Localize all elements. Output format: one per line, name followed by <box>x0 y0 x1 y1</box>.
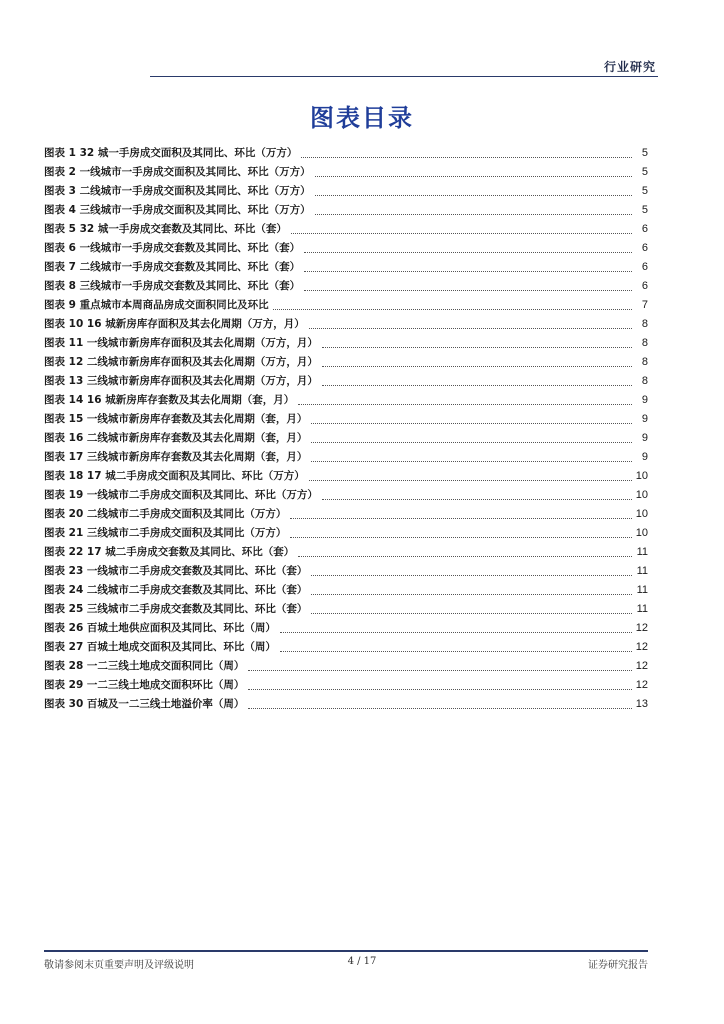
toc-entry-leader <box>304 251 632 253</box>
toc-entry-label: 图表 19 一线城市二手房成交面积及其同比、环比（万方） <box>44 489 318 501</box>
toc-entry-page-number: 10 <box>635 470 648 482</box>
toc-entry-label: 图表 20 二线城市二手房成交面积及其同比（万方） <box>44 508 287 520</box>
toc-entry[interactable] <box>44 524 648 543</box>
toc-entry-leader <box>248 669 631 671</box>
toc-entry-page-number: 12 <box>635 679 648 691</box>
toc-entry-leader <box>315 194 632 196</box>
toc-entry-leader <box>304 270 632 272</box>
toc-entry-label: 图表 23 一线城市二手房成交套数及其同比、环比（套） <box>44 565 308 577</box>
toc-entry-page-number: 8 <box>641 318 648 330</box>
toc-entry-leader <box>322 384 632 386</box>
toc-entry[interactable] <box>44 486 648 505</box>
toc-entry-page-number: 12 <box>635 641 648 653</box>
toc-entry-page-number: 6 <box>641 280 648 292</box>
toc-entry-page-number: 6 <box>641 242 648 254</box>
toc-entry-label: 图表 26 百城土地供应面积及其同比、环比（周） <box>44 622 276 634</box>
toc-entry[interactable] <box>44 163 648 182</box>
toc-entry[interactable] <box>44 239 648 258</box>
toc-entry-label: 图表 15 一线城市新房库存套数及其去化周期（套，月） <box>44 413 308 425</box>
toc-entry-label: 图表 8 三线城市一手房成交套数及其同比、环比（套） <box>44 280 301 292</box>
footer-divider <box>44 950 648 952</box>
toc-entry[interactable] <box>44 334 648 353</box>
toc-entry-page-number: 5 <box>641 204 648 216</box>
toc-entry-label: 图表 3 二线城市一手房成交面积及其同比、环比（万方） <box>44 185 311 197</box>
toc-entry[interactable] <box>44 429 648 448</box>
toc-entry[interactable] <box>44 600 648 619</box>
toc-entry-label: 图表 12 二线城市新房库存面积及其去化周期（万方，月） <box>44 356 318 368</box>
toc-entry[interactable] <box>44 562 648 581</box>
toc-entry-page-number: 8 <box>641 375 648 387</box>
toc-entry-leader <box>311 593 632 595</box>
toc-entry-label: 图表 27 百城土地成交面积及其同比、环比（周） <box>44 641 276 653</box>
toc-entry-label: 图表 5 32 城一手房成交套数及其同比、环比（套） <box>44 223 287 235</box>
toc-entry-page-number: 5 <box>641 147 648 159</box>
toc-entry[interactable] <box>44 182 648 201</box>
toc-entry[interactable] <box>44 144 648 163</box>
toc-entry-page-number: 8 <box>641 337 648 349</box>
toc-entry-label: 图表 22 17 城二手房成交套数及其同比、环比（套） <box>44 546 295 558</box>
toc-entry[interactable] <box>44 296 648 315</box>
toc-entry-page-number: 11 <box>636 584 648 596</box>
toc-entry-label: 图表 2 一线城市一手房成交面积及其同比、环比（万方） <box>44 166 311 178</box>
toc-list <box>44 144 648 714</box>
toc-entry[interactable] <box>44 695 648 714</box>
toc-entry-page-number: 9 <box>641 394 648 406</box>
toc-entry-page-number: 13 <box>635 698 648 710</box>
header-divider <box>150 76 658 77</box>
toc-entry-label: 图表 6 一线城市一手房成交套数及其同比、环比（套） <box>44 242 301 254</box>
toc-entry-page-number: 10 <box>635 508 648 520</box>
footer-doc-type: 证券研究报告 <box>588 960 648 971</box>
toc-title: 图表目录 <box>310 104 414 132</box>
toc-entry-leader <box>322 365 632 367</box>
toc-entry-leader <box>315 213 632 215</box>
toc-entry-leader <box>290 517 631 519</box>
toc-entry[interactable] <box>44 543 648 562</box>
toc-entry-label: 图表 28 一二三线土地成交面积同比（周） <box>44 660 245 672</box>
toc-entry-page-number: 5 <box>641 166 648 178</box>
toc-entry-leader <box>311 612 632 614</box>
toc-entry-label: 图表 11 一线城市新房库存面积及其去化周期（万方，月） <box>44 337 318 349</box>
toc-entry[interactable] <box>44 201 648 220</box>
toc-entry-page-number: 9 <box>641 413 648 425</box>
toc-entry-leader <box>309 479 632 481</box>
toc-entry-leader <box>301 156 632 158</box>
toc-entry-page-number: 6 <box>641 261 648 273</box>
toc-entry-page-number: 10 <box>635 527 648 539</box>
toc-entry-leader <box>290 536 631 538</box>
toc-entry-leader <box>248 707 631 709</box>
header-section-label: 行业研究 <box>603 60 656 74</box>
toc-entry-label: 图表 9 重点城市本周商品房成交面积同比及环比 <box>44 299 269 311</box>
toc-entry[interactable] <box>44 410 648 429</box>
toc-entry-label: 图表 25 三线城市二手房成交套数及其同比、环比（套） <box>44 603 308 615</box>
toc-entry-label: 图表 7 二线城市一手房成交套数及其同比、环比（套） <box>44 261 301 273</box>
toc-entry[interactable] <box>44 353 648 372</box>
toc-entry-leader <box>322 346 632 348</box>
toc-entry-leader <box>311 574 632 576</box>
toc-entry[interactable] <box>44 467 648 486</box>
toc-entry-leader <box>311 460 632 462</box>
toc-entry-leader <box>315 175 632 177</box>
toc-entry-leader <box>309 327 632 329</box>
toc-entry-label: 图表 21 三线城市二手房成交面积及其同比（万方） <box>44 527 287 539</box>
toc-entry[interactable] <box>44 657 648 676</box>
toc-entry[interactable] <box>44 372 648 391</box>
toc-entry[interactable] <box>44 391 648 410</box>
toc-entry[interactable] <box>44 581 648 600</box>
toc-entry-label: 图表 14 16 城新房库存套数及其去化周期（套，月） <box>44 394 295 406</box>
toc-entry[interactable] <box>44 220 648 239</box>
toc-entry-label: 图表 10 16 城新房库存面积及其去化周期（万方，月） <box>44 318 305 330</box>
toc-entry-label: 图表 13 三线城市新房库存面积及其去化周期（万方，月） <box>44 375 318 387</box>
toc-entry-page-number: 8 <box>641 356 648 368</box>
toc-entry-leader <box>311 422 632 424</box>
toc-entry-page-number: 7 <box>641 299 648 311</box>
toc-entry-page-number: 6 <box>641 223 648 235</box>
toc-entry-leader <box>280 650 632 652</box>
toc-entry-page-number: 9 <box>641 432 648 444</box>
toc-entry-leader <box>304 289 632 291</box>
toc-entry-leader <box>322 498 632 500</box>
toc-entry[interactable] <box>44 258 648 277</box>
toc-entry-label: 图表 18 17 城二手房成交面积及其同比、环比（万方） <box>44 470 305 482</box>
toc-entry-label: 图表 17 三线城市新房库存套数及其去化周期（套，月） <box>44 451 308 463</box>
toc-entry-page-number: 9 <box>641 451 648 463</box>
toc-entry-label: 图表 4 三线城市一手房成交面积及其同比、环比（万方） <box>44 204 311 216</box>
toc-entry-page-number: 11 <box>636 565 648 577</box>
toc-entry-leader <box>273 308 632 310</box>
toc-entry-leader <box>248 688 631 690</box>
toc-entry-page-number: 11 <box>636 546 648 558</box>
toc-entry[interactable] <box>44 638 648 657</box>
toc-entry-page-number: 10 <box>635 489 648 501</box>
toc-entry[interactable] <box>44 619 648 638</box>
toc-entry-label: 图表 1 32 城一手房成交面积及其同比、环比（万方） <box>44 147 298 159</box>
toc-entry-label: 图表 30 百城及一二三线土地溢价率（周） <box>44 698 245 710</box>
footer-disclaimer: 敬请参阅末页重要声明及评级说明 <box>44 960 194 971</box>
toc-entry[interactable] <box>44 448 648 467</box>
toc-entry[interactable] <box>44 315 648 334</box>
toc-entry-label: 图表 16 二线城市新房库存套数及其去化周期（套，月） <box>44 432 308 444</box>
toc-entry-page-number: 11 <box>636 603 648 615</box>
toc-entry[interactable] <box>44 676 648 695</box>
toc-entry-page-number: 5 <box>641 185 648 197</box>
toc-entry-label: 图表 29 一二三线土地成交面积环比（周） <box>44 679 245 691</box>
toc-entry-page-number: 12 <box>635 622 648 634</box>
toc-entry-leader <box>298 403 632 405</box>
toc-entry-page-number: 12 <box>635 660 648 672</box>
toc-entry-leader <box>311 441 632 443</box>
toc-entry-label: 图表 24 二线城市二手房成交套数及其同比、环比（套） <box>44 584 308 596</box>
toc-entry-leader <box>291 232 632 234</box>
toc-entry[interactable] <box>44 505 648 524</box>
toc-entry[interactable] <box>44 277 648 296</box>
footer-page-indicator: 4 / 17 <box>347 956 377 967</box>
toc-entry-leader <box>280 631 632 633</box>
toc-entry-leader <box>298 555 632 557</box>
